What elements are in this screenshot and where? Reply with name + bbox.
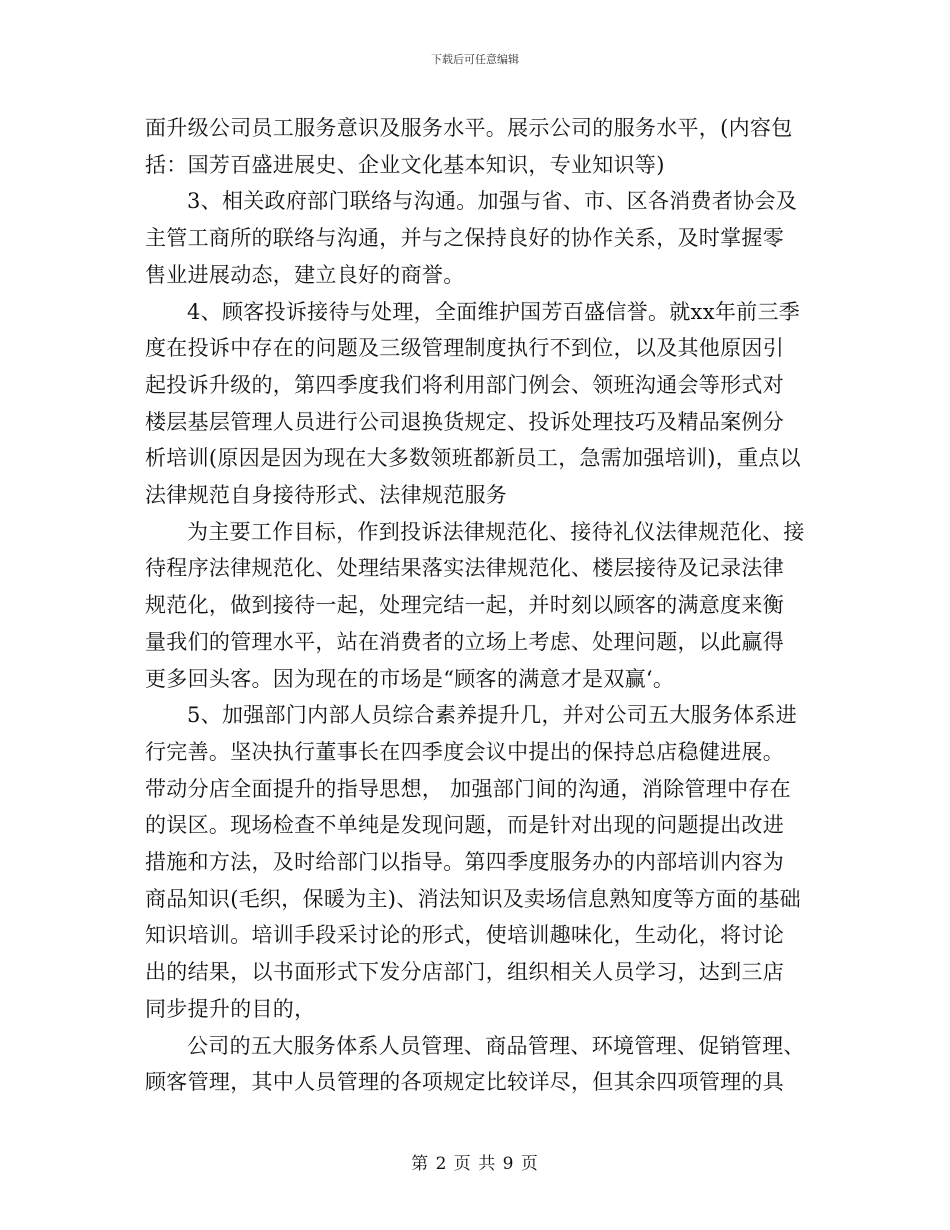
- paragraph-6: 公司的五大服务体系人员管理、商品管理、环境管理、促销管理、顾客管理，其中人员管理的各项规定比较详尽，但其余四项管理的具: [145, 1033, 805, 1095]
- page-header: 下载后可任意编辑: [431, 53, 519, 66]
- page-number-footer: 第 2 页 共 9 页: [411, 1154, 539, 1174]
- paragraph-4: 为主要工作目标，作到投诉法律规范化、接待礼仪法律规范化、接待程序法律规范化、处理结果落实法律规范化、楼层接待及记录法律规范化，做到接待一起，处理完结一起，并时刻以顾客的满意度来衡量我们的管理水平，站在消费者的立场上考虑、处理问题，以此赢得更多回头客。因为现在的市场是“顾客的满意才是双赢‘。: [145, 519, 805, 691]
- document-body: [145, 110, 805, 1101]
- paragraph-5: 5、加强部门内部人员综合素养提升几，并对公司五大服务体系进行完善。坚决执行董事长在四季度会议中提出的保持总店稳健进展。带动分店全面提升的指导思想， 加强部门间的沟通，消除管理中存在的误区。现场检查不单纯是发现问题，而是针对出现的问题提出改进措施和方法，及时给部门以指导。第四季度服务办的内部培训内容为商品知识(毛织，保暖为主)、消法知识及卖场信息熟知度等方面的基础知识培训。培训手段采讨论的形式，使培训趣味化，生动化，将讨论出的结果，以书面形式下发分店部门，组织相关人员学习，达到三店同步提升的目的，: [145, 703, 801, 1021]
- paragraph-2: 3、相关政府部门联络与沟通。加强与省、市、区各消费者协会及主管工商所的联络与沟通，并与之保持良好的协作关系，及时掌握零售业进展动态，建立良好的商誉。: [145, 189, 798, 287]
- paragraph-3: 4、顾客投诉接待与处理，全面维护国芳百盛信誉。就xx年前三季度在投诉中存在的问题及三级管理制度执行不到位，以及其他原因引起投诉升级的，第四季度我们将利用部门例会、领班沟通会等形式对楼层基层管理人员进行公司退换货规定、投诉处理技巧及精品案例分析培训(原因是因为现在大多数领班都新员工，急需加强培训)，重点以法律规范自身接待形式、法律规范服务: [145, 299, 801, 508]
- paragraph-1: 面升级公司员工服务意识及服务水平。展示公司的服务水平，(内容包括：国芳百盛进展史、企业文化基本知识，专业知识等): [145, 116, 793, 177]
